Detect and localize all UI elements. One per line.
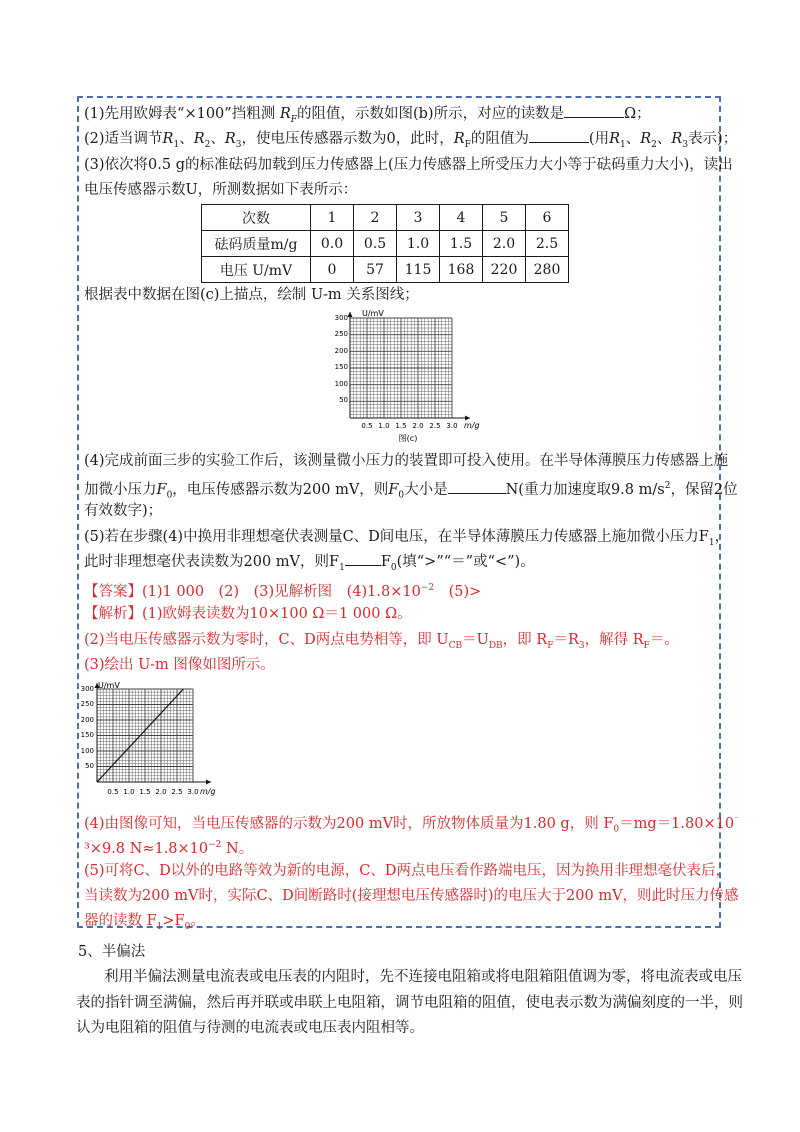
analysis-line1: 【解析】(1)欧姆表读数为10×100 Ω＝1 000 Ω。 (84, 606, 412, 622)
chart-answer-ytick: 200 (80, 716, 94, 724)
chart-c-caption: 图(c) (398, 434, 418, 443)
chart-c-ylabel: U/mV (362, 309, 384, 318)
q5-line1: (5)若在步骤(4)中换用非理想毫伏表测量C、D间电压，在半导体薄膜压力传感器上施加微小压力$F_1$， (84, 529, 730, 548)
chart-answer-xtick: 3.0 (187, 788, 199, 796)
chart-c-grid (350, 318, 452, 418)
chart-answer-ytick: 300 (80, 685, 94, 693)
chart-c-xtick: 3.0 (446, 422, 458, 430)
section-title: 5、半偏法 (78, 944, 146, 960)
analysis-line5: ³×9.8 $N\approx 1.8\times 10^{-2}$ N。 (84, 840, 254, 857)
q4-line1: (4)完成前面三步的实验工作后，该测量微小压力的装置即可投入使用。在半导体薄膜压力传感器上施 (84, 453, 729, 469)
chart-c-xtick: 2.0 (412, 422, 424, 430)
answer-blank-1[interactable] (564, 117, 624, 118)
q4-line3: 有效数字)； (84, 503, 163, 519)
chart-c-xtick: 0.5 (361, 422, 373, 430)
q2-line: (2)适当调节$R_1$、$R_2$、$R_3$，使电压传感器示数为0，此时，$R_F$的阻值为 (用$R_1$、$R_2$、$R_3$表示)； (84, 131, 738, 150)
analysis-line3: (3)绘出 U-m 图像如图所示。 (84, 657, 275, 673)
analysis-line6: (5)可将C、D以外的电路等效为新的电源，C、D两点电压看作路端电压，因为换用非理想毫伏表后， (84, 863, 730, 879)
section-paragraph-line3: 认为电阻箱的阻值与待测的电流表或电压表内阻相等。 (76, 1020, 424, 1036)
chart-c-xtick: 1.5 (395, 422, 407, 430)
chart-c-ytick: 150 (334, 363, 348, 371)
chart-answer (76, 678, 226, 806)
chart-c-xtick: 2.5 (429, 422, 441, 430)
data-table (201, 204, 569, 283)
y-axis-arrow (348, 312, 353, 317)
chart-answer-xtick: 0.5 (107, 788, 119, 796)
q4-line2: 加微小压力$F_0$，电压传感器示数为200 mV，则$F_0$大小是 N(重力加速度取9.8 $m/s^2$，保留2位 (84, 481, 738, 501)
section-paragraph-line2: 表的指针调至满偏，然后再并联或串联上电阻箱，调节电阻箱的阻值，使电表示数为满偏刻度的一半，则 (76, 995, 743, 1011)
table-row-header: 次数 1 2 3 4 5 6 (202, 205, 569, 231)
chart-answer-ytick: 50 (85, 762, 94, 770)
chart-answer-ytick: 250 (80, 700, 94, 708)
q3-after: 根据表中数据在图(c)上描点，绘制 U-m 关系图线； (84, 287, 419, 303)
answer-blank-5[interactable] (345, 565, 381, 566)
chart-c-ytick: 50 (339, 396, 348, 404)
answer-blank-2[interactable] (529, 142, 589, 143)
q5-line2: 此时非理想毫伏表读数为200 mV，则$F_1$ $F_0$(填“>”“＝”或“<”)。 (84, 554, 535, 573)
chart-c-ytick: 100 (334, 380, 348, 388)
chart-answer-xtick: 1.0 (123, 788, 135, 796)
chart-answer-ytick: 150 (80, 731, 94, 739)
chart-answer-ylabel: U/mV (98, 681, 120, 690)
table-row-mass: 砝码质量m/g 0.0 0.5 1.0 1.5 2.0 2.5 (202, 231, 569, 257)
answer-line: 【答案】(1)1 000 (2) (3)见解析图 $(4)1.8\times 10^{-2}$ (5)> (84, 583, 482, 600)
chart-answer-ytick: 100 (80, 747, 94, 755)
analysis-line4: (4)由图像可知，当电压传感器的示数为200 mV时，所放物体质量为1.80 g，则 $F_0=mg=1.80\times 10^{^-}$ (84, 815, 739, 835)
analysis-line8: 器的读数 $F_1>F_0$。 (84, 913, 205, 932)
chart-answer-xtick: 2.0 (155, 788, 167, 796)
analysis-line7: 当读数为200 mV时，实际C、D间断路时(接理想电压传感器时)的电压大于200 mV，则此时压力传感 (84, 888, 739, 904)
q3-line2: 电压传感器示数U，所测数据如下表所示： (84, 182, 358, 198)
chart-answer-grid (97, 689, 193, 782)
answer-blank-4[interactable] (448, 493, 506, 494)
chart-answer-xtick: 2.5 (171, 788, 183, 796)
analysis-line2: (2)当电压传感器示数为零时，C、D两点电势相等，即 $U_{CB}=U_{DB}$，即 $R_F=R_3$，解得 $R_F=$。 (84, 632, 679, 651)
chart-c-ytick: 300 (334, 314, 348, 322)
chart-c-ytick: 250 (334, 330, 348, 338)
x-axis-arrow (465, 416, 470, 421)
table-row-voltage: 电压 U/mV 0 57 115 168 220 280 (202, 257, 569, 283)
chart-answer-xtick: 1.5 (139, 788, 151, 796)
chart-c-xlabel: m/g (464, 421, 480, 430)
section-paragraph-line1: 利用半偏法测量电流表或电压表的内阻时，先不连接电阻箱或将电阻箱阻值调为零，将电流表或电压 (104, 969, 742, 985)
chart-c-xtick: 1.0 (378, 422, 390, 430)
chart-c (330, 306, 495, 446)
x-axis-arrow (206, 780, 211, 785)
q3-line1: (3)依次将0.5 g的标准砝码加载到压力传感器上(压力传感器上所受压力大小等于砝码重力大小)，读出 (84, 157, 733, 173)
chart-answer-xlabel: m/g (200, 787, 216, 796)
chart-c-ytick: 200 (334, 347, 348, 355)
q1-line: (1)先用欧姆表“×100”挡粗测 $R_F$的阻值，示数如图(b)所示，对应的读数是 Ω； (84, 106, 651, 125)
